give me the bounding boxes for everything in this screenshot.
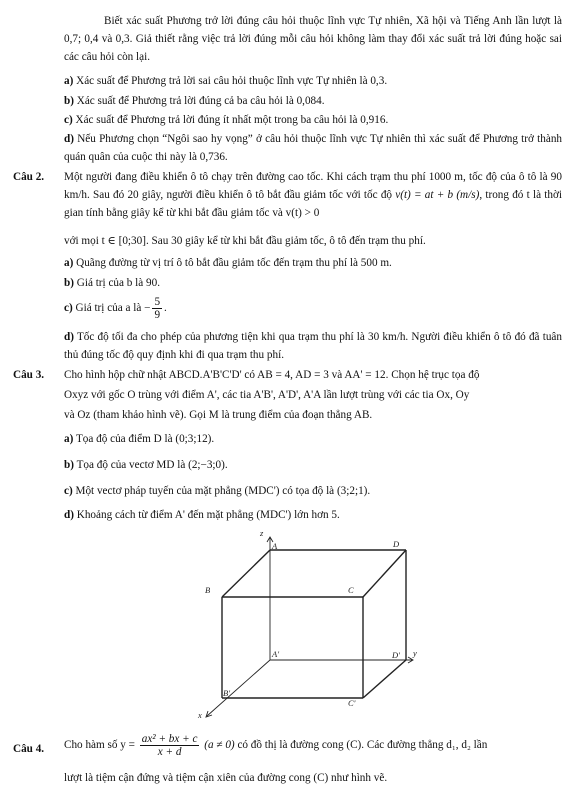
intro-option-c: [64, 111, 562, 129]
label-y: y: [413, 648, 417, 658]
x-axis: [207, 660, 270, 716]
edge-D-C: [363, 550, 406, 597]
question-3-option-d: [64, 506, 562, 524]
option-text: Tốc độ tối đa cho phép của phương tiện khi qua trạm thu phí là 30 km/h. Người điều khiển ô tô đó đã tuân thủ đúng tốc độ quy định khi đi qua trạm thu phí.: [64, 331, 562, 361]
option-label: c): [64, 114, 73, 126]
label-D1: D': [392, 650, 400, 660]
option-label: d): [64, 331, 74, 343]
option-text: Giá trị của b là 90.: [76, 277, 161, 289]
question-3-stem-line-2: Oxyz với gốc O trùng với điểm A', các tia A'B', A'D', A'A lần lượt trùng với các tia Ox, Oy: [64, 389, 470, 401]
intro-option-b: [64, 92, 562, 110]
option-label: a): [64, 257, 74, 269]
question-4-text: Cho hàm số y =: [64, 739, 135, 752]
edge-D1-C1: [363, 660, 406, 698]
question-4-stem-line-2: lượt là tiệm cận đứng và tiệm cận xiên của đường cong (C) như hình vẽ.: [64, 772, 388, 784]
option-text: Khoảng cách từ điểm A' đến mặt phẳng (MDC') lớn hơn 5.: [76, 509, 340, 521]
option-text: Xác suất để Phương trả lời đúng ít nhất một trong ba câu hỏi là 0,916.: [75, 114, 389, 126]
fraction-denominator: 9: [154, 309, 161, 321]
label-z: z: [260, 528, 264, 538]
option-label: d): [64, 133, 74, 145]
question-2-stem-text-2: , trong đó t là thời gian tính bằng giây kể từ khi bắt đầu giảm tốc và v(t) > 0: [64, 189, 562, 219]
option-text: Tọa độ của điểm D là (0;3;12).: [75, 433, 215, 445]
question-2-option-d: [64, 328, 562, 364]
x-arrow: [206, 711, 212, 717]
option-text: Một vectơ pháp tuyến của mặt phẳng (MDC') có tọa độ là (3;2;1).: [75, 485, 371, 497]
question-3-label: Câu 3.: [13, 369, 45, 381]
label-A: A: [272, 541, 278, 551]
label-C1: C': [348, 698, 356, 708]
z-arrow: [267, 537, 273, 542]
label-B: B: [205, 585, 211, 595]
question-2-option-a: [64, 254, 562, 272]
label-B1: B': [223, 688, 231, 698]
option-text: Xác suất để Phương trả lời sai câu hỏi thuộc lĩnh vực Tự nhiên là 0,3.: [76, 75, 388, 87]
intro-option-d: [64, 130, 562, 166]
option-text: Xác suất để Phương trả lời đúng cả ba câu hỏi là 0,084.: [76, 95, 325, 107]
option-text: Tọa độ của vectơ MD là (2;−3;0).: [76, 459, 228, 471]
question-4-text-2: có đồ thị là đường cong (C). Các đường thẳng d₁, d₂ lần: [237, 739, 488, 752]
question-4-stem-line-1: [64, 733, 562, 758]
option-label: c): [64, 302, 73, 315]
label-C: C: [348, 585, 354, 595]
question-3-option-a: [64, 430, 562, 448]
y-arrow: [408, 657, 413, 663]
question-2-option-c: [64, 296, 562, 321]
edge-A-B: [222, 550, 270, 597]
label-x: x: [198, 710, 202, 720]
question-4-condition: (a ≠ 0): [204, 739, 235, 752]
question-4-label: Câu 4.: [13, 743, 45, 755]
option-label: a): [64, 433, 74, 445]
option-label: b): [64, 95, 74, 107]
question-2-formula: v(t) = at + b (m/s): [395, 189, 480, 201]
question-2-option-b: [64, 274, 562, 292]
question-2-stem-text: Một người đang điều khiển ô tô chạy trên đường cao tốc. Khi cách trạm thu phí 1000 m, tốc độ của ô tô là 90 km/h. Sau đó 20 giây, người điều khiển ô tô bắt đầu giảm tốc với tốc độ: [64, 171, 562, 201]
question-3-option-c: [64, 482, 562, 500]
question-2-stem-line-3: với mọi t ∈ [0;30]. Sau 30 giây kể từ khi bắt đầu giảm tốc, ô tô đến trạm thu phí.: [64, 235, 426, 247]
intro-option-a: [64, 72, 562, 90]
question-2-stem: [64, 168, 562, 222]
option-text-end: .: [164, 302, 167, 315]
option-label: b): [64, 459, 74, 471]
function-fraction: [140, 733, 200, 758]
question-3-option-b: [64, 456, 562, 474]
option-label: a): [64, 75, 74, 87]
label-D: D: [393, 539, 400, 549]
option-text: Quãng đường từ vị trí ô tô bắt đầu giảm tốc đến trạm thu phí là 500 m.: [76, 257, 392, 269]
question-3-stem-line-1: Cho hình hộp chữ nhật ABCD.A'B'C'D' có AB = 4, AD = 3 và AA' = 12. Chọn hệ trục tọa độ: [64, 369, 480, 381]
question-3-stem-line-3: và Oz (tham khảo hình vẽ). Gọi M là trung điểm của đoạn thẳng AB.: [64, 409, 373, 421]
option-label: b): [64, 277, 74, 289]
fraction-denominator: x + d: [157, 746, 182, 758]
fraction-numerator: 5: [154, 296, 161, 308]
option-label: d): [64, 509, 74, 521]
option-text: Nếu Phương chọn “Ngôi sao hy vọng” ở câu hỏi thuộc lĩnh vực Tự nhiên thì xác suất để Phương trở thành quán quân của cuộc thi này là 0,736.: [64, 133, 563, 163]
label-A1: A': [272, 649, 280, 659]
intro-paragraph: Biết xác suất Phương trở lời đúng câu hỏi thuộc lĩnh vực Tự nhiên, Xã hội và Tiếng Anh lần lượt là 0,7; 0,4 và 0,3. Giả thiết rằng việc trả lời đúng mỗi câu hỏi không làm thay đổi xác suất trả lời đúng hoặc sai các câu hỏi còn lại.: [64, 15, 562, 63]
fraction-numerator: ax² + bx + c: [141, 733, 198, 745]
option-text: Giá trị của a là −: [75, 302, 151, 315]
option-label: c): [64, 485, 73, 497]
fraction: [152, 296, 162, 321]
question-2-label: Câu 2.: [13, 171, 45, 183]
